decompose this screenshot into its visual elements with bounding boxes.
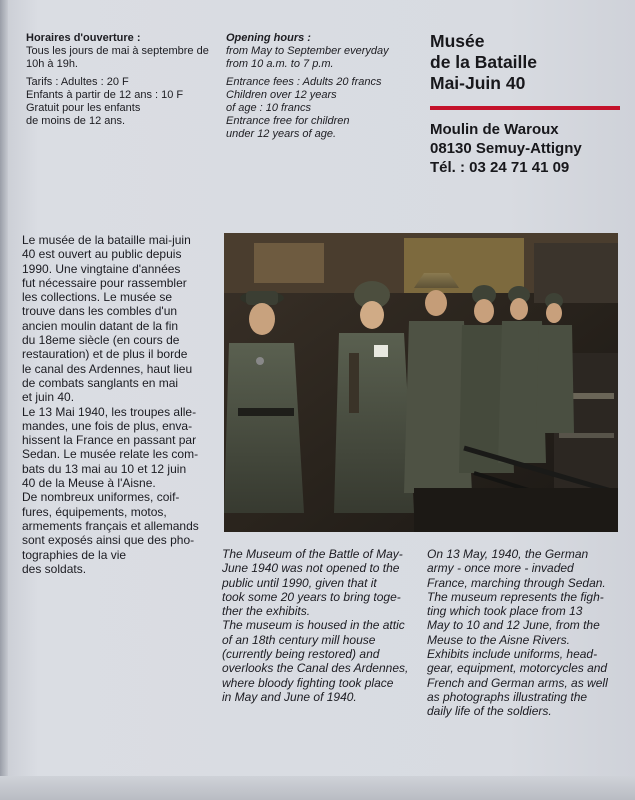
text-line: Le musée de la bataille mai-juin [22,233,191,247]
text-line: ther the exhibits. [222,604,311,619]
en-description-col2 [427,547,622,719]
title-divider [430,106,620,110]
text-line: et juin 40. [22,390,75,405]
text-line: des soldats. [22,561,87,576]
text-line: fut nécessaire pour rassembler [22,275,187,290]
text-line: de moins de 12 ans. [26,115,126,127]
text-line: hissent la France en passant par [22,433,197,448]
text-line: army - once more - invaded [427,561,574,576]
fr-description [22,233,217,576]
text-line: bats du 13 mai au 10 et 12 juin [22,461,187,476]
text-line: The museum represents the figh- [427,589,604,604]
text-line: Tarifs : Adultes : 20 F [26,76,129,88]
text-line: fures, équipements, motos, [22,504,167,519]
text-line: sont exposés ainsi que des pho- [22,533,195,548]
text-line: The Museum of the Battle of May- [222,547,403,561]
en-description-col1 [222,547,417,704]
text-line: 1990. Une vingtaine d'années [22,261,181,276]
text-line: daily life of the soldiers. [427,704,552,719]
text-line: May to 10 and 12 June, from the [427,618,600,633]
text-line: Mai-Juin 40 [430,73,526,93]
text-line: Musée [430,31,485,51]
text-line: Meuse to the Aisne Rivers. [427,632,570,647]
fr-hours-lines [26,45,221,71]
text-line: les collections. Le musée se [22,290,173,305]
text-line: restauration) et de plus il borde [22,347,188,362]
text-line: France, marching through Sedan. [427,575,606,590]
text-line: 08130 Semuy-Attigny [430,140,582,157]
fr-opening-hours [26,32,221,71]
text-line: ancien moulin datant de la fin [22,318,179,333]
text-line: de la Bataille [430,52,537,72]
text-line: from 10 a.m. to 7 p.m. [226,58,334,70]
en-opening-hours [226,32,426,71]
text-line: Moulin de Waroux [430,121,559,138]
text-line: mandes, une fois de plus, enva- [22,418,193,433]
text-line: from May to September everyday [226,45,389,57]
text-line: Entrance free for children [226,115,350,127]
text-line: Le 13 Mai 1940, les troupes alle- [22,404,197,419]
text-line: Enfants à partir de 12 ans : 10 F [26,89,184,101]
text-line: Entrance fees : Adults 20 francs [226,76,382,88]
text-line: of an 18th century mill house [222,632,376,647]
museum-exhibit-photo [224,233,618,532]
fr-hours-heading: Horaires d'ouverture : [26,32,141,44]
museum-title [430,31,620,94]
text-line: 40 est ouvert au public depuis [22,247,182,262]
fr-entrance-fees [26,76,221,128]
text-line: gear, equipment, motorcycles and [427,661,608,676]
text-line: Gratuit pour les enfants [26,102,141,114]
text-line: On 13 May, 1940, the German [427,547,589,561]
text-line: under 12 years of age. [226,128,337,140]
text-line: French and German arms, as well [427,675,608,690]
museum-address [430,120,625,177]
page-edge [0,0,8,800]
text-line: Exhibits include uniforms, head- [427,647,598,662]
text-line: 10h à 19h. [26,58,78,70]
text-line: armements français et allemands [22,518,199,533]
en-hours-heading: Opening hours : [226,32,311,44]
page-bottom-edge [0,776,635,800]
text-line: De nombreux uniformes, coif- [22,490,180,505]
text-line: took some 20 years to bring toge- [222,589,401,604]
text-line: du 18eme siècle (en cours de [22,333,180,348]
text-line: overlooks the Canal des Ardennes, [222,661,409,676]
text-line: (currently being restored) and [222,647,380,662]
text-line: Tous les jours de mai à septembre de [26,45,209,57]
text-line: de combats sanglants en mai [22,375,179,390]
text-line: as photographs illustrating the [427,689,588,704]
text-line: trouve dans les combles d'un [22,304,178,319]
text-line: Sedan. Le musée relate les com- [22,447,199,462]
text-line: tographies de la vie [22,547,127,562]
text-line: 40 de la Meuse à l'Aisne. [22,476,156,491]
text-line: le canal des Ardennes, haut lieu [22,361,193,376]
text-line: where bloody fighting took place [222,675,394,690]
text-line: ting which took place from 13 [427,604,583,619]
en-entrance-fees [226,76,426,141]
text-line: of age : 10 francs [226,102,311,114]
text-line: The museum is housed in the attic [222,618,405,633]
text-line: Children over 12 years [226,89,337,101]
en-hours-lines [226,45,426,71]
text-line: Tél. : 03 24 71 41 09 [430,159,570,176]
text-line: June 1940 was not opened to the [222,561,400,576]
text-line: public until 1990, given that it [222,575,377,590]
text-line: in May and June of 1940. [222,689,357,704]
